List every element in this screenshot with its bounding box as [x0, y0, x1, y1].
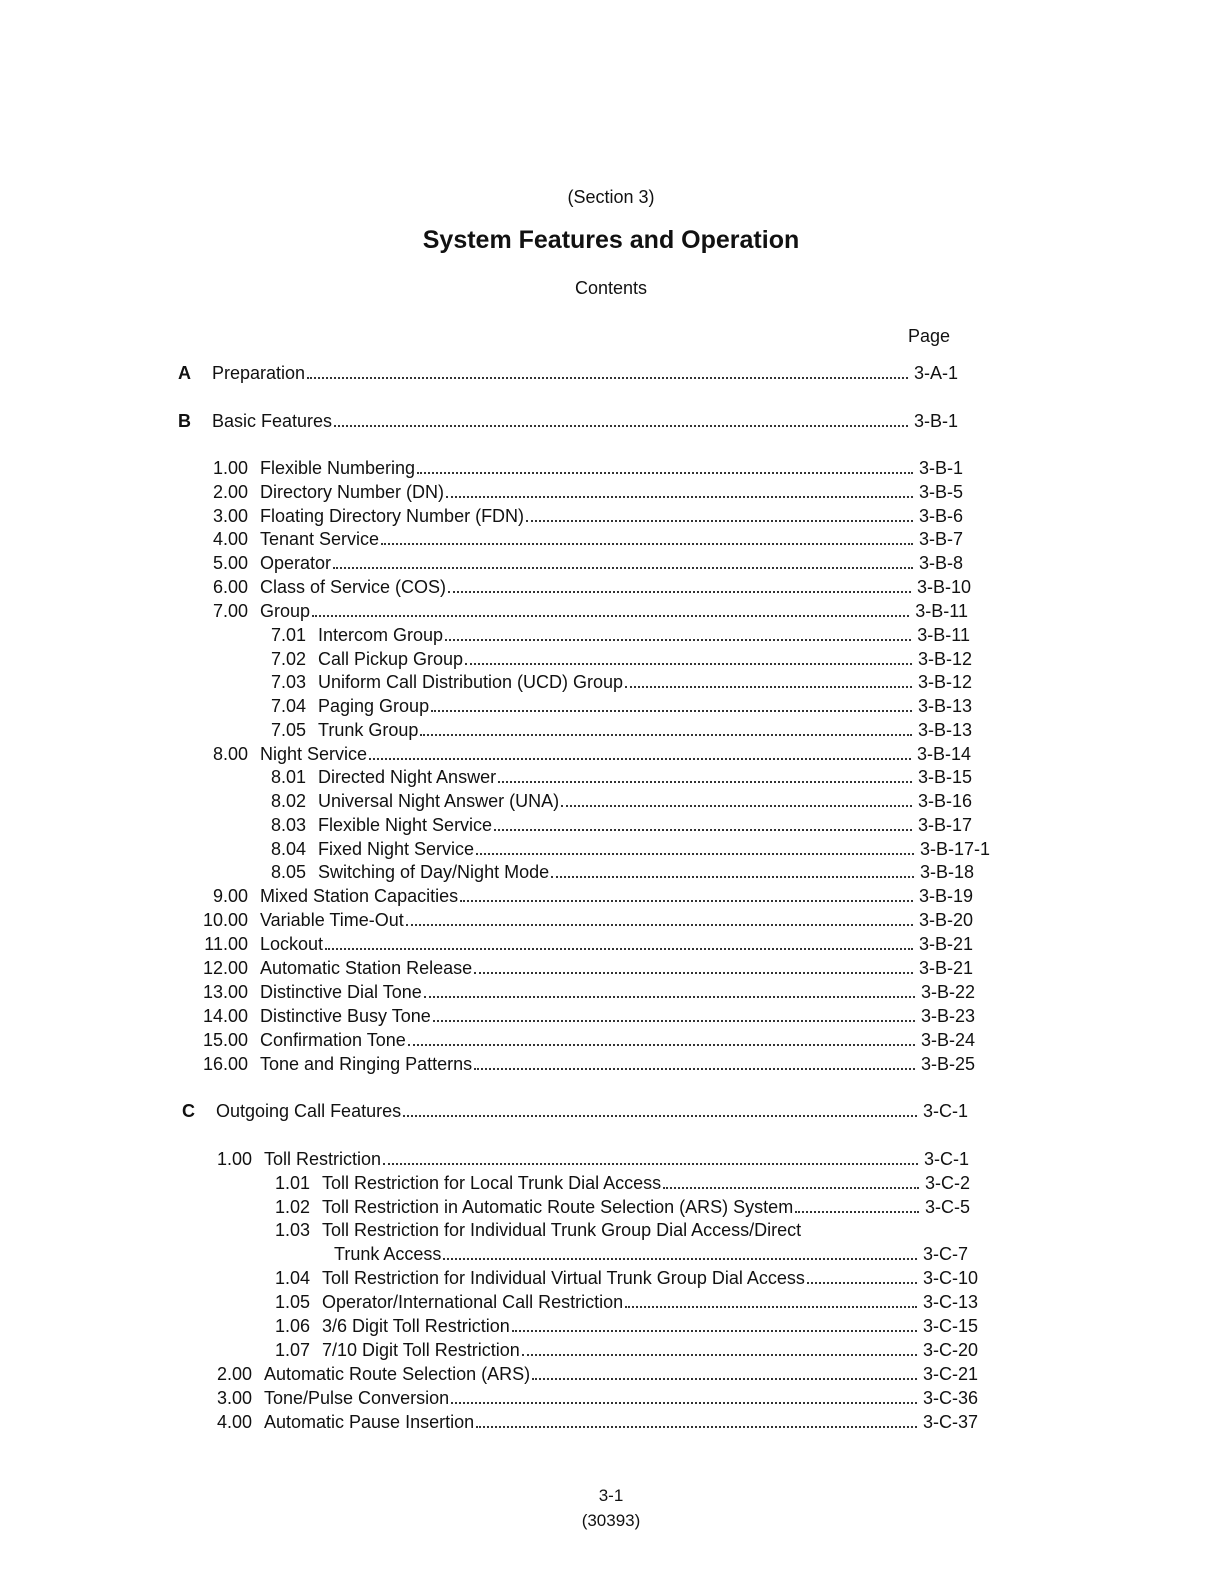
toc-leader: [561, 805, 912, 807]
toc-subitem-first-line: [268, 1219, 908, 1241]
toc-leader: [420, 734, 912, 736]
toc-leader: [451, 1402, 917, 1404]
toc-title: Operator: [260, 553, 332, 573]
toc-number: 8.01: [270, 767, 306, 787]
toc-number: 12.00: [203, 958, 249, 978]
toc-title: 7/10 Digit Toll Restriction: [322, 1340, 520, 1360]
toc-title: Switching of Day/Night Mode: [318, 862, 550, 882]
toc-page: 3-B-21: [918, 934, 973, 954]
toc-page: 3-B-19: [918, 886, 973, 906]
toc-number: 14.00: [203, 1006, 249, 1026]
toc-item: [203, 552, 963, 574]
toc-number: 1.01: [274, 1173, 310, 1193]
toc-page: 3-B-5: [918, 482, 963, 502]
toc-subitem-continuation: [334, 1243, 968, 1265]
toc-page: 3-B-12: [917, 672, 972, 692]
footer-doc-code: (30393): [581, 1511, 641, 1530]
toc-section-a: [178, 362, 958, 384]
toc-page: 3-B-17-1: [919, 839, 990, 859]
toc-subitem: [268, 1315, 978, 1337]
toc-number: 5.00: [212, 553, 248, 573]
toc-leader: [522, 1354, 917, 1356]
toc-item: [207, 1387, 978, 1409]
toc-number: 1.00: [216, 1149, 252, 1169]
toc-page: 3-B-13: [917, 696, 972, 716]
toc-page: 3-B-1: [913, 411, 958, 431]
toc-title: Floating Directory Number (FDN): [260, 506, 525, 526]
toc-title: Toll Restriction for Local Trunk Dial Access: [322, 1173, 662, 1193]
footer-page-number: 3-1: [598, 1486, 624, 1505]
toc-title: Directed Night Answer: [318, 767, 497, 787]
page-title: System Features and Operation: [422, 226, 800, 254]
toc-number: 2.00: [212, 482, 248, 502]
toc-title: Distinctive Busy Tone: [260, 1006, 431, 1026]
toc-number: 7.03: [270, 672, 306, 692]
contents-label: Contents: [574, 278, 648, 298]
toc-item: [207, 1148, 969, 1170]
toc-number: 15.00: [203, 1030, 249, 1050]
toc-page: 3-C-15: [922, 1316, 978, 1336]
toc-leader: [512, 1330, 917, 1332]
toc-section-b: [178, 410, 958, 432]
toc-number: 2.00: [216, 1364, 252, 1384]
toc-leader: [403, 1115, 917, 1117]
toc-page: 3-C-10: [922, 1268, 978, 1288]
toc-leader: [417, 472, 913, 474]
toc-leader: [663, 1187, 919, 1189]
toc-title: Basic Features: [212, 411, 333, 431]
toc-number: 8.02: [270, 791, 306, 811]
toc-leader: [625, 686, 912, 688]
toc-leader: [383, 1163, 918, 1165]
toc-letter: C: [182, 1101, 195, 1121]
toc-page: 3-C-2: [924, 1173, 970, 1193]
toc-page: 3-B-11: [917, 625, 970, 645]
toc-number: 7.05: [270, 720, 306, 740]
toc-leader: [498, 781, 912, 783]
toc-number: 7.04: [270, 696, 306, 716]
toc-item: [203, 981, 975, 1003]
toc-subitem: [264, 790, 972, 812]
toc-leader: [333, 567, 913, 569]
toc-page: 3-C-5: [924, 1197, 970, 1217]
toc-title: Toll Restriction for Individual Trunk Group Dial Access/Direct: [322, 1220, 802, 1240]
toc-item: [203, 885, 973, 907]
toc-subitem: [268, 1172, 970, 1194]
toc-letter: A: [178, 363, 191, 383]
toc-item: [203, 1029, 975, 1051]
toc-item: [203, 1053, 975, 1075]
toc-title: Automatic Route Selection (ARS): [264, 1364, 531, 1384]
toc-leader: [312, 615, 909, 617]
toc-leader: [431, 710, 912, 712]
toc-title: Group: [260, 601, 311, 621]
toc-subitem: [268, 1291, 978, 1313]
toc-leader: [795, 1211, 919, 1213]
toc-page: 3-B-1: [918, 458, 963, 478]
toc-title: Automatic Pause Insertion: [264, 1412, 475, 1432]
toc-number: 1.04: [274, 1268, 310, 1288]
toc-leader: [476, 853, 914, 855]
toc-number: 1.06: [274, 1316, 310, 1336]
toc-number: 9.00: [212, 886, 248, 906]
toc-number: 8.05: [270, 862, 306, 882]
toc-item: [203, 457, 963, 479]
page-column-header: Page: [908, 326, 951, 346]
toc-page: 3-B-11: [915, 601, 968, 621]
toc-leader: [369, 758, 911, 760]
toc-page: 3-C-36: [922, 1388, 978, 1408]
toc-title: 3/6 Digit Toll Restriction: [322, 1316, 510, 1336]
toc-number: 1.02: [274, 1197, 310, 1217]
toc-title: Call Pickup Group: [318, 649, 464, 669]
toc-page: 3-B-23: [920, 1006, 975, 1026]
toc-title: Distinctive Dial Tone: [260, 982, 422, 1002]
toc-item: [203, 1005, 975, 1027]
toc-number: 8.04: [270, 839, 306, 859]
toc-subitem: [264, 814, 972, 836]
toc-subitem: [264, 766, 972, 788]
toc-page: 3-C-13: [922, 1292, 978, 1312]
toc-page: 3-B-6: [918, 506, 963, 526]
toc-leader: [551, 876, 914, 878]
toc-title: Class of Service (COS): [260, 577, 447, 597]
toc-page: 3-A-1: [913, 363, 958, 383]
toc-section-c: [182, 1100, 968, 1122]
toc-item: [203, 933, 973, 955]
toc-subitem: [268, 1196, 970, 1218]
toc-page: 3-B-7: [918, 529, 963, 549]
toc-number: 8.00: [212, 744, 248, 764]
toc-subitem: [264, 695, 972, 717]
toc-subitem: [264, 719, 972, 741]
toc-item: [203, 576, 971, 598]
toc-number: 3.00: [212, 506, 248, 526]
toc-number: 3.00: [216, 1388, 252, 1408]
toc-title: Preparation: [212, 363, 306, 383]
toc-subitem: [268, 1267, 978, 1289]
toc-number: 7.02: [270, 649, 306, 669]
toc-page: 3-B-17: [917, 815, 972, 835]
toc-page: 3-B-14: [916, 744, 971, 764]
toc-title: Fixed Night Service: [318, 839, 475, 859]
toc-number: 16.00: [203, 1054, 249, 1074]
toc-title: Automatic Station Release: [260, 958, 473, 978]
toc-page: 3-B-21: [918, 958, 973, 978]
toc-leader: [406, 924, 913, 926]
toc-leader: [807, 1282, 917, 1284]
toc-page: 3-C-1: [923, 1149, 969, 1169]
toc-number: 1.00: [212, 458, 248, 478]
toc-page: 3-B-10: [916, 577, 971, 597]
toc-number: 10.00: [203, 910, 249, 930]
toc-subitem: [268, 1339, 978, 1361]
toc-item: [207, 1363, 978, 1385]
toc-leader: [465, 663, 912, 665]
toc-number: 11.00: [204, 934, 248, 954]
toc-leader: [408, 1044, 915, 1046]
toc-item: [203, 600, 968, 622]
toc-title: Flexible Numbering: [260, 458, 416, 478]
toc-item: [203, 909, 973, 931]
toc-number: 1.03: [274, 1220, 310, 1240]
toc-item: [207, 1411, 978, 1433]
toc-page: 3-B-16: [917, 791, 972, 811]
toc-title: Tenant Service: [260, 529, 380, 549]
toc-title: Night Service: [260, 744, 368, 764]
toc-leader: [334, 425, 908, 427]
toc-item: [203, 505, 963, 527]
toc-page: 3-B-20: [918, 910, 973, 930]
toc-title: Flexible Night Service: [318, 815, 493, 835]
toc-leader: [443, 1258, 917, 1260]
toc-title: Tone/Pulse Conversion: [264, 1388, 450, 1408]
toc-number: 4.00: [216, 1412, 252, 1432]
toc-number: 1.05: [274, 1292, 310, 1312]
toc-title-continuation: Trunk Access: [334, 1244, 442, 1264]
toc-leader: [476, 1426, 917, 1428]
toc-title: Toll Restriction for Individual Virtual Trunk Group Dial Access: [322, 1268, 805, 1288]
toc-subitem: [264, 671, 972, 693]
toc-leader: [446, 496, 913, 498]
toc-letter: B: [178, 411, 191, 431]
toc-page: 3-B-8: [918, 553, 963, 573]
toc-page: 3-B-18: [919, 862, 974, 882]
toc-title: Trunk Group: [318, 720, 419, 740]
toc-number: 7.01: [270, 625, 306, 645]
toc-page: 3-B-25: [920, 1054, 975, 1074]
toc-leader: [460, 900, 913, 902]
toc-number: 1.07: [274, 1340, 310, 1360]
toc-leader: [448, 591, 911, 593]
toc-leader: [494, 829, 912, 831]
toc-page: 3-B-24: [920, 1030, 975, 1050]
toc-number: 13.00: [203, 982, 249, 1002]
toc-leader: [381, 543, 913, 545]
toc-page: 3-C-1: [922, 1101, 968, 1121]
toc-title: Tone and Ringing Patterns: [260, 1054, 473, 1074]
toc-subitem: [264, 861, 974, 883]
toc-subitem: [264, 838, 990, 860]
section-label: (Section 3): [567, 187, 655, 207]
toc-title: Mixed Station Capacities: [260, 886, 459, 906]
toc-title: Toll Restriction in Automatic Route Selection (ARS) System: [322, 1197, 794, 1217]
toc-subitem: [264, 648, 972, 670]
toc-title: Intercom Group: [318, 625, 444, 645]
toc-title: Operator/International Call Restriction: [322, 1292, 624, 1312]
toc-leader: [433, 1020, 915, 1022]
toc-item: [203, 481, 963, 503]
toc-number: 7.00: [212, 601, 248, 621]
toc-leader: [532, 1378, 917, 1380]
toc-number: 8.03: [270, 815, 306, 835]
toc-page: 3-B-13: [917, 720, 972, 740]
toc-number: 4.00: [212, 529, 248, 549]
toc-number: 6.00: [212, 577, 248, 597]
toc-title: Paging Group: [318, 696, 430, 716]
toc-leader: [526, 520, 913, 522]
toc-title: Toll Restriction: [264, 1149, 382, 1169]
toc-subitem: [264, 624, 970, 646]
toc-page: 3-B-22: [920, 982, 975, 1002]
toc-title: Confirmation Tone: [260, 1030, 406, 1050]
toc-leader: [424, 996, 915, 998]
toc-page: 3-C-20: [922, 1340, 978, 1360]
toc-item: [203, 528, 963, 550]
toc-leader: [325, 948, 913, 950]
toc-item: [203, 957, 973, 979]
toc-item: [203, 743, 971, 765]
toc-leader: [474, 972, 913, 974]
toc-title: Universal Night Answer (UNA): [318, 791, 560, 811]
toc-page: 3-B-15: [917, 767, 972, 787]
toc-page: 3-C-21: [922, 1364, 978, 1384]
toc-title: Variable Time-Out: [260, 910, 404, 930]
toc-leader: [307, 377, 908, 379]
toc-leader: [625, 1306, 917, 1308]
toc-title: Outgoing Call Features: [216, 1101, 402, 1121]
toc-title: Lockout: [260, 934, 324, 954]
toc-page: 3-B-12: [917, 649, 972, 669]
toc-leader: [474, 1068, 915, 1070]
toc-page: 3-C-37: [922, 1412, 978, 1432]
toc-title: Directory Number (DN): [260, 482, 445, 502]
toc-page: 3-C-7: [922, 1244, 968, 1264]
toc-title: Uniform Call Distribution (UCD) Group: [318, 672, 624, 692]
toc-leader: [445, 639, 911, 641]
